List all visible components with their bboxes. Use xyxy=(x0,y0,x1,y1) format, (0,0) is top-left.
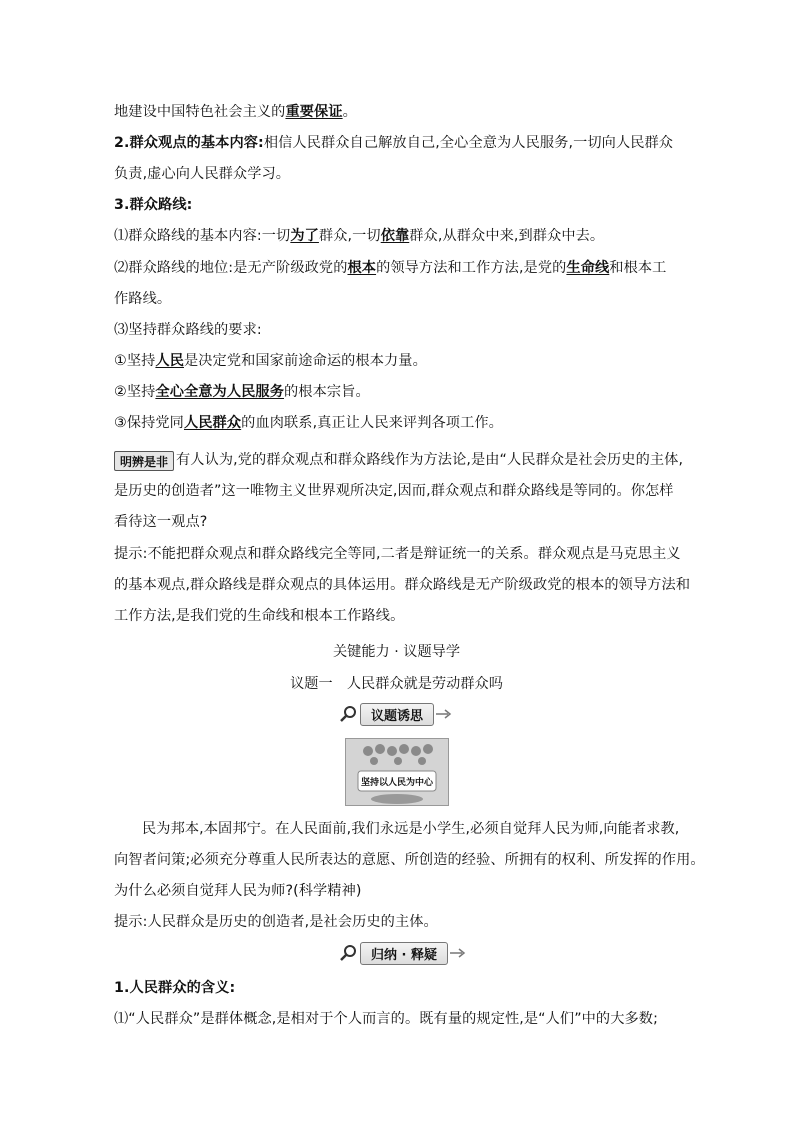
section-heading: 2.群众观点的基本内容: xyxy=(114,135,264,151)
paragraph-line-3: 为什么必须自觉拜人民为师?(科学精神) xyxy=(114,883,362,899)
section-title: 关键能力 · 议题导学 xyxy=(332,644,461,660)
line-12: 有人认为,党的群众观点和群众路线作为方法论,是由“人民群众是社会历史的主体, xyxy=(176,452,684,468)
line-8: ⑶坚持群众路线的要求: xyxy=(114,322,262,338)
ribbon-tail-icon xyxy=(450,948,466,958)
line-5: ⑴群众路线的基本内容:一切为了群众,一切依靠群众,从群众中来,到群众中去。 xyxy=(114,228,605,244)
magnifier-icon xyxy=(340,705,358,723)
line-6: ⑵群众路线的地位:是无产阶级政党的根本的领导方法和工作方法,是党的生命线和根本工 xyxy=(114,260,667,276)
key-term: 依靠 xyxy=(380,228,410,244)
paragraph-line-1: 民为邦本,本固邦宁。在人民面前,我们永远是小学生,必须自觉拜人民为师,向能者求教, xyxy=(142,821,680,837)
hint-line-2: 的基本观点,群众路线是群众观点的具体运用。群众路线是无产阶级政党的根本的领导方法和 xyxy=(114,577,691,593)
line-1: 地建设中国特色社会主义的重要保证。 xyxy=(114,104,357,120)
topic-tag-2: 归纳 · 释疑 xyxy=(340,942,466,964)
line-9: ①坚持人民是决定党和国家前途命运的根本力量。 xyxy=(114,353,427,369)
line-13: 是历史的创造者”这一唯物主义世界观所决定,因而,群众观点和群众路线是等同的。你怎样 xyxy=(114,483,674,499)
section-heading: 3.群众路线: xyxy=(114,197,193,213)
key-term: 为了 xyxy=(290,228,319,244)
line-10: ②坚持全心全意为人民服务的根本宗旨。 xyxy=(114,384,370,400)
magnifier-icon xyxy=(340,944,358,962)
paragraph-line-4: 提示:人民群众是历史的创造者,是社会历史的主体。 xyxy=(114,914,438,930)
line-3: 负责,虚心向人民群众学习。 xyxy=(114,166,291,182)
paragraph-line-2: 向智者问策;必须充分尊重人民所表达的意愿、所创造的经验、所拥有的权利、所发挥的作用。 xyxy=(114,852,705,868)
key-term: 生命线 xyxy=(566,260,610,276)
topic-title: 议题一 人民群众就是劳动群众吗 xyxy=(290,676,503,692)
line-2: 2.群众观点的基本内容:相信人民群众自己解放自己,全心全意为人民服务,一切向人民群众 xyxy=(114,135,674,151)
hint-line-3: 工作方法,是我们党的生命线和根本工作路线。 xyxy=(114,608,405,624)
section-heading: 1.人民群众的含义: xyxy=(114,980,236,996)
key-term: 重要保证 xyxy=(285,104,343,120)
key-term: 人民群众 xyxy=(183,415,242,431)
hint-line-1: 提示:不能把群众观点和群众路线完全等同,二者是辩证统一的关系。群众观点是马克思主义 xyxy=(114,546,681,562)
illustration-image xyxy=(345,738,449,806)
line-14: 看待这一观点? xyxy=(114,514,208,530)
key-term: 全心全意为人民服务 xyxy=(155,384,284,400)
ribbon-tail-icon xyxy=(436,709,452,719)
discern-badge: 明辨是非 xyxy=(114,451,174,471)
definition-line: ⑴“人民群众”是群体概念,是相对于个人而言的。既有量的规定性,是“人们”中的大多数; xyxy=(114,1011,658,1027)
key-term: 根本 xyxy=(347,260,377,276)
illustration-caption: 坚持以人民为中心 xyxy=(360,777,433,788)
key-term: 人民 xyxy=(155,353,184,369)
line-11: ③保持党同人民群众的血肉联系,真正让人民来评判各项工作。 xyxy=(114,415,503,431)
line-7: 作路线。 xyxy=(114,291,172,307)
topic-tag-1: 议题诱思 xyxy=(340,703,452,725)
